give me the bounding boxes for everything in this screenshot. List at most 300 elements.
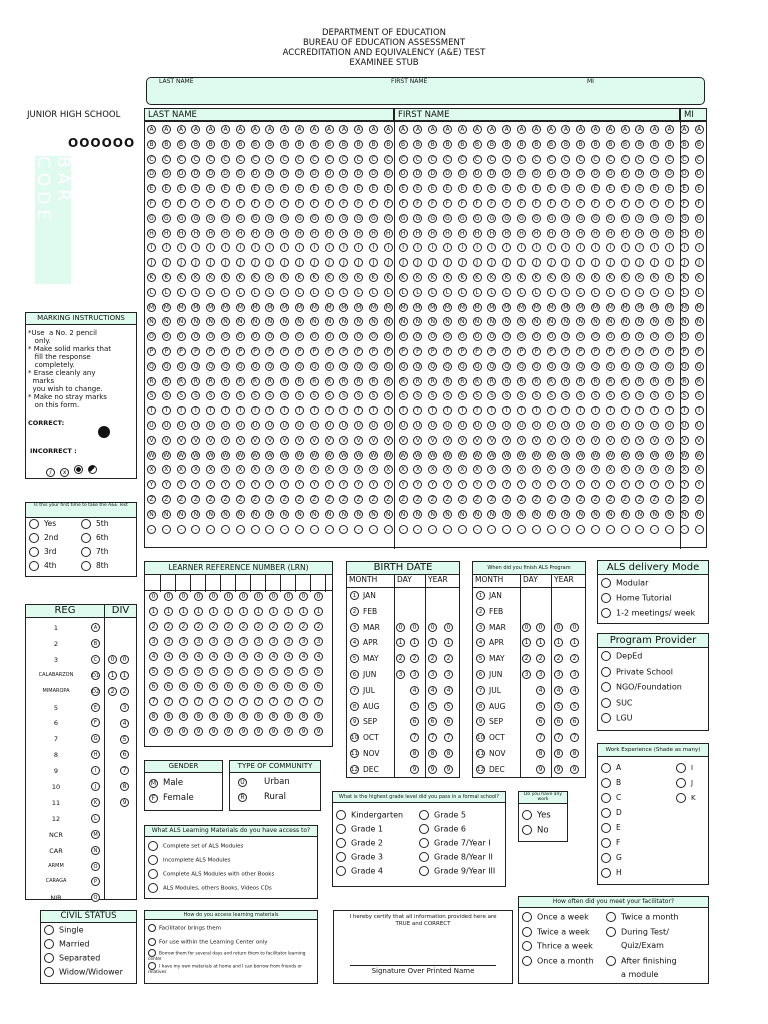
name-bubble[interactable]: L: [206, 288, 215, 297]
name-bubble-grid[interactable]: [144, 121, 707, 548]
name-bubble[interactable]: B: [162, 140, 171, 149]
name-bubble[interactable]: R: [295, 377, 304, 386]
name-bubble[interactable]: O: [221, 332, 230, 341]
name-bubble[interactable]: V: [517, 436, 526, 445]
name-bubble[interactable]: V: [206, 436, 215, 445]
name-bubble[interactable]: R: [665, 377, 674, 386]
name-bubble[interactable]: U: [310, 421, 319, 430]
name-bubble[interactable]: Q: [680, 362, 689, 371]
name-bubble[interactable]: R: [532, 377, 541, 386]
name-bubble[interactable]: K: [206, 273, 215, 282]
birth-month-bubble[interactable]: 10: [351, 735, 358, 742]
grade-option-radio[interactable]: [419, 824, 429, 834]
name-bubble[interactable]: X: [177, 465, 186, 474]
provider-option[interactable]: [601, 713, 633, 723]
birth-date-box[interactable]: [346, 561, 460, 778]
birth-month-bubble[interactable]: 9: [350, 717, 359, 726]
name-bubble[interactable]: Q: [354, 362, 363, 371]
name-bubble[interactable]: D: [502, 169, 511, 178]
name-bubble[interactable]: U: [591, 421, 600, 430]
name-bubble[interactable]: H: [665, 229, 674, 238]
name-bubble[interactable]: T: [473, 406, 482, 415]
finish-day-bubble[interactable]: 0: [522, 623, 531, 632]
name-bubble[interactable]: U: [206, 421, 215, 430]
lrn-digit-bubble[interactable]: 4: [149, 652, 158, 661]
name-bubble[interactable]: X: [473, 465, 482, 474]
name-bubble[interactable]: Z: [384, 495, 393, 504]
name-bubble[interactable]: T: [695, 406, 704, 415]
lrn-digit-bubble[interactable]: 8: [149, 712, 158, 721]
name-bubble[interactable]: Ñ: [413, 510, 422, 519]
name-bubble[interactable]: A: [280, 125, 289, 134]
name-bubble[interactable]: J: [162, 258, 171, 267]
lrn-digit-bubble[interactable]: 4: [194, 652, 203, 661]
name-bubble[interactable]: O: [621, 332, 630, 341]
workexp-option-radio[interactable]: [601, 793, 611, 803]
name-bubble[interactable]: R: [413, 377, 422, 386]
name-bubble[interactable]: J: [310, 258, 319, 267]
name-bubble[interactable]: T: [547, 406, 556, 415]
name-bubble[interactable]: U: [191, 421, 200, 430]
name-bubble[interactable]: A: [251, 125, 260, 134]
name-bubble[interactable]: W: [252, 451, 259, 459]
name-bubble[interactable]: P: [310, 347, 319, 356]
name-bubble[interactable]: N: [354, 317, 363, 326]
lrn-digit-bubble[interactable]: 3: [239, 637, 248, 646]
name-bubble[interactable]: F: [621, 199, 630, 208]
name-bubble[interactable]: Ñ: [399, 510, 408, 519]
name-bubble[interactable]: -: [532, 525, 541, 534]
lrn-digit-bubble[interactable]: 5: [299, 667, 308, 676]
name-bubble[interactable]: Ñ: [591, 510, 600, 519]
workexp-option-radio[interactable]: [601, 763, 611, 773]
name-bubble[interactable]: O: [206, 332, 215, 341]
name-bubble[interactable]: V: [606, 436, 615, 445]
name-bubble[interactable]: Q: [369, 362, 378, 371]
name-bubble[interactable]: S: [487, 391, 496, 400]
finish-day-bubble[interactable]: 8: [536, 749, 545, 758]
name-bubble[interactable]: H: [621, 229, 630, 238]
workexp-option-radio[interactable]: [676, 793, 686, 803]
name-bubble[interactable]: S: [443, 391, 452, 400]
name-bubble[interactable]: Y: [695, 480, 704, 489]
finish-month-bubble[interactable]: 1: [476, 591, 485, 600]
name-bubble[interactable]: F: [606, 199, 615, 208]
name-bubble[interactable]: H: [428, 229, 437, 238]
name-bubble[interactable]: L: [280, 288, 289, 297]
finish-day-bubble[interactable]: 3: [536, 670, 545, 679]
name-bubble[interactable]: B: [487, 140, 496, 149]
name-bubble[interactable]: D: [695, 169, 704, 178]
name-bubble[interactable]: P: [502, 347, 511, 356]
name-bubble[interactable]: V: [221, 436, 230, 445]
name-bubble[interactable]: E: [325, 184, 334, 193]
name-bubble[interactable]: U: [325, 421, 334, 430]
name-bubble[interactable]: E: [265, 184, 274, 193]
name-bubble[interactable]: Q: [339, 362, 348, 371]
birth-day-bubble[interactable]: 1: [428, 638, 437, 647]
name-bubble[interactable]: Y: [665, 480, 674, 489]
name-bubble[interactable]: F: [695, 199, 704, 208]
name-bubble[interactable]: T: [532, 406, 541, 415]
grade-option-radio[interactable]: [336, 852, 346, 862]
name-bubble[interactable]: V: [695, 436, 704, 445]
civil-option-radio[interactable]: [44, 925, 54, 935]
name-bubble[interactable]: K: [561, 273, 570, 282]
name-bubble[interactable]: X: [280, 465, 289, 474]
name-bubble[interactable]: A: [576, 125, 585, 134]
name-bubble[interactable]: U: [665, 421, 674, 430]
name-bubble[interactable]: E: [428, 184, 437, 193]
name-bubble[interactable]: L: [177, 288, 186, 297]
lrn-digit-bubble[interactable]: 9: [164, 727, 173, 736]
name-bubble[interactable]: Q: [576, 362, 585, 371]
name-bubble[interactable]: E: [206, 184, 215, 193]
name-bubble[interactable]: H: [650, 229, 659, 238]
delivery-option-radio[interactable]: [601, 608, 611, 618]
name-bubble[interactable]: B: [665, 140, 674, 149]
lrn-digit-bubble[interactable]: 6: [239, 682, 248, 691]
workexp-option[interactable]: [676, 793, 696, 803]
name-bubble[interactable]: J: [251, 258, 260, 267]
name-bubble[interactable]: Q: [606, 362, 615, 371]
name-bubble[interactable]: N: [162, 317, 171, 326]
name-bubble[interactable]: V: [635, 436, 644, 445]
name-bubble[interactable]: C: [162, 155, 171, 164]
name-bubble[interactable]: U: [635, 421, 644, 430]
name-bubble[interactable]: K: [221, 273, 230, 282]
name-bubble[interactable]: N: [369, 317, 378, 326]
name-bubble[interactable]: N: [487, 317, 496, 326]
name-bubble[interactable]: H: [265, 229, 274, 238]
grade-option[interactable]: [336, 852, 383, 862]
name-bubble[interactable]: G: [221, 214, 230, 223]
name-bubble[interactable]: A: [621, 125, 630, 134]
name-bubble[interactable]: H: [532, 229, 541, 238]
name-bubble[interactable]: O: [399, 332, 408, 341]
name-bubble[interactable]: D: [265, 169, 274, 178]
name-bubble[interactable]: T: [650, 406, 659, 415]
name-bubble[interactable]: Q: [413, 362, 422, 371]
name-bubble[interactable]: Y: [502, 480, 511, 489]
name-bubble[interactable]: U: [413, 421, 422, 430]
name-bubble[interactable]: F: [280, 199, 289, 208]
name-bubble[interactable]: H: [576, 229, 585, 238]
name-bubble[interactable]: M: [178, 303, 184, 311]
name-bubble[interactable]: Q: [147, 362, 156, 371]
gender-box[interactable]: [144, 760, 223, 811]
name-bubble[interactable]: K: [295, 273, 304, 282]
division-bubble[interactable]: 7: [120, 766, 129, 775]
name-bubble[interactable]: D: [680, 169, 689, 178]
name-bubble[interactable]: M: [533, 303, 539, 311]
name-bubble[interactable]: M: [563, 303, 569, 311]
name-bubble[interactable]: K: [458, 273, 467, 282]
name-bubble[interactable]: W: [311, 451, 318, 459]
name-bubble[interactable]: Y: [487, 480, 496, 489]
name-bubble[interactable]: A: [665, 125, 674, 134]
name-bubble[interactable]: S: [236, 391, 245, 400]
name-bubble[interactable]: V: [576, 436, 585, 445]
lrn-digit-bubble[interactable]: 5: [209, 667, 218, 676]
name-bubble[interactable]: S: [369, 391, 378, 400]
name-bubble[interactable]: K: [621, 273, 630, 282]
name-bubble[interactable]: X: [399, 465, 408, 474]
name-bubble[interactable]: C: [251, 155, 260, 164]
materials-option-radio[interactable]: [148, 841, 158, 851]
grade-option-radio[interactable]: [336, 810, 346, 820]
name-bubble[interactable]: O: [635, 332, 644, 341]
name-bubble[interactable]: Y: [325, 480, 334, 489]
name-bubble[interactable]: B: [458, 140, 467, 149]
lrn-digit-bubble[interactable]: 6: [269, 682, 278, 691]
name-bubble[interactable]: A: [680, 125, 689, 134]
name-bubble[interactable]: I: [443, 243, 452, 252]
birth-day-bubble[interactable]: 5: [428, 702, 437, 711]
civil-option[interactable]: [44, 953, 100, 963]
lrn-digit-bubble[interactable]: 2: [239, 622, 248, 631]
name-bubble[interactable]: -: [191, 525, 200, 534]
name-bubble[interactable]: F: [443, 199, 452, 208]
name-bubble[interactable]: E: [280, 184, 289, 193]
name-bubble[interactable]: I: [576, 243, 585, 252]
name-bubble[interactable]: L: [635, 288, 644, 297]
division-bubble[interactable]: 4: [120, 719, 129, 728]
name-bubble[interactable]: W: [577, 451, 584, 459]
name-bubble[interactable]: D: [561, 169, 570, 178]
name-bubble[interactable]: D: [650, 169, 659, 178]
delivery-option-radio[interactable]: [601, 578, 611, 588]
grade-option[interactable]: [419, 866, 495, 876]
name-bubble[interactable]: Q: [325, 362, 334, 371]
name-bubble[interactable]: F: [162, 199, 171, 208]
name-bubble[interactable]: C: [635, 155, 644, 164]
name-bubble[interactable]: F: [650, 199, 659, 208]
name-bubble[interactable]: R: [339, 377, 348, 386]
name-bubble[interactable]: B: [369, 140, 378, 149]
name-bubble[interactable]: F: [325, 199, 334, 208]
name-bubble[interactable]: A: [561, 125, 570, 134]
name-bubble[interactable]: S: [517, 391, 526, 400]
birth-day-bubble[interactable]: 0: [396, 623, 405, 632]
name-bubble[interactable]: M: [459, 303, 465, 311]
name-bubble[interactable]: K: [502, 273, 511, 282]
name-bubble[interactable]: U: [147, 421, 156, 430]
workexp-option-radio[interactable]: [601, 778, 611, 788]
access-option[interactable]: [148, 962, 310, 976]
lrn-digit-bubble[interactable]: 4: [209, 652, 218, 661]
name-bubble[interactable]: Q: [561, 362, 570, 371]
name-bubble[interactable]: Ñ: [354, 510, 363, 519]
name-bubble[interactable]: H: [561, 229, 570, 238]
name-bubble[interactable]: A: [606, 125, 615, 134]
name-bubble[interactable]: Y: [532, 480, 541, 489]
name-bubble[interactable]: R: [591, 377, 600, 386]
name-bubble[interactable]: Ñ: [473, 510, 482, 519]
name-bubble[interactable]: I: [561, 243, 570, 252]
name-bubble[interactable]: Z: [680, 495, 689, 504]
name-bubble[interactable]: F: [177, 199, 186, 208]
name-bubble[interactable]: A: [384, 125, 393, 134]
birth-day-bubble[interactable]: 3: [396, 670, 405, 679]
name-bubble[interactable]: O: [517, 332, 526, 341]
name-bubble[interactable]: B: [576, 140, 585, 149]
name-bubble[interactable]: M: [474, 303, 480, 311]
name-bubble[interactable]: L: [147, 288, 156, 297]
name-bubble[interactable]: V: [561, 436, 570, 445]
name-bubble[interactable]: G: [680, 214, 689, 223]
name-bubble[interactable]: S: [591, 391, 600, 400]
name-bubble[interactable]: H: [473, 229, 482, 238]
name-bubble[interactable]: S: [354, 391, 363, 400]
name-bubble[interactable]: R: [650, 377, 659, 386]
birth-day-bubble[interactable]: 3: [444, 670, 453, 679]
name-bubble[interactable]: A: [325, 125, 334, 134]
name-bubble[interactable]: C: [399, 155, 408, 164]
name-bubble[interactable]: H: [384, 229, 393, 238]
name-bubble[interactable]: Z: [473, 495, 482, 504]
name-bubble[interactable]: R: [251, 377, 260, 386]
name-bubble[interactable]: I: [265, 243, 274, 252]
lrn-digit-bubble[interactable]: 1: [254, 607, 263, 616]
name-bubble[interactable]: L: [532, 288, 541, 297]
lrn-digit-bubble[interactable]: 1: [194, 607, 203, 616]
lrn-digit-bubble[interactable]: 6: [254, 682, 263, 691]
name-bubble[interactable]: R: [236, 377, 245, 386]
name-bubble[interactable]: O: [680, 332, 689, 341]
name-bubble[interactable]: I: [369, 243, 378, 252]
name-bubble[interactable]: -: [443, 525, 452, 534]
name-bubble[interactable]: C: [680, 155, 689, 164]
name-bubble[interactable]: L: [310, 288, 319, 297]
name-bubble[interactable]: G: [265, 214, 274, 223]
name-bubble[interactable]: C: [547, 155, 556, 164]
finish-day-bubble[interactable]: 2: [570, 654, 579, 663]
name-bubble[interactable]: Z: [443, 495, 452, 504]
name-bubble[interactable]: D: [206, 169, 215, 178]
name-bubble[interactable]: -: [369, 525, 378, 534]
birth-day-bubble[interactable]: 6: [428, 717, 437, 726]
highest-grade-box[interactable]: [332, 791, 506, 887]
name-bubble[interactable]: E: [635, 184, 644, 193]
name-bubble[interactable]: F: [547, 199, 556, 208]
name-bubble[interactable]: A: [310, 125, 319, 134]
lrn-digit-bubble[interactable]: 7: [149, 697, 158, 706]
name-bubble[interactable]: Q: [206, 362, 215, 371]
name-bubble[interactable]: Y: [635, 480, 644, 489]
name-bubble[interactable]: R: [399, 377, 408, 386]
name-bubble[interactable]: J: [591, 258, 600, 267]
name-bubble[interactable]: Z: [265, 495, 274, 504]
name-bubble[interactable]: Z: [695, 495, 704, 504]
access-option-radio[interactable]: [148, 962, 156, 970]
name-bubble[interactable]: G: [606, 214, 615, 223]
name-bubble[interactable]: A: [487, 125, 496, 134]
name-bubble[interactable]: J: [487, 258, 496, 267]
name-bubble[interactable]: -: [221, 525, 230, 534]
name-bubble[interactable]: D: [428, 169, 437, 178]
name-bubble[interactable]: X: [236, 465, 245, 474]
lrn-digit-bubble[interactable]: 0: [224, 592, 233, 601]
lrn-digit-bubble[interactable]: 7: [239, 697, 248, 706]
name-bubble[interactable]: S: [502, 391, 511, 400]
name-bubble[interactable]: M: [578, 303, 584, 311]
name-bubble[interactable]: U: [532, 421, 541, 430]
name-bubble[interactable]: O: [695, 332, 704, 341]
have-work-box[interactable]: [518, 791, 568, 842]
name-bubble[interactable]: A: [206, 125, 215, 134]
lrn-digit-bubble[interactable]: 5: [149, 667, 158, 676]
name-bubble[interactable]: G: [591, 214, 600, 223]
name-bubble[interactable]: P: [473, 347, 482, 356]
lrn-digit-bubble[interactable]: 6: [224, 682, 233, 691]
name-bubble[interactable]: Y: [680, 480, 689, 489]
name-bubble[interactable]: M: [282, 303, 288, 311]
name-bubble[interactable]: R: [280, 377, 289, 386]
name-bubble[interactable]: W: [592, 451, 599, 459]
region-bubble[interactable]: I: [91, 766, 100, 775]
lrn-digit-bubble[interactable]: 7: [209, 697, 218, 706]
name-bubble[interactable]: F: [576, 199, 585, 208]
name-bubble[interactable]: X: [517, 465, 526, 474]
lrn-digit-bubble[interactable]: 8: [254, 712, 263, 721]
meet-option[interactable]: [606, 912, 679, 922]
name-bubble[interactable]: W: [622, 451, 629, 459]
name-bubble[interactable]: J: [532, 258, 541, 267]
name-bubble[interactable]: N: [191, 317, 200, 326]
name-bubble[interactable]: G: [413, 214, 422, 223]
name-bubble[interactable]: C: [191, 155, 200, 164]
name-bubble[interactable]: V: [591, 436, 600, 445]
lrn-digit-bubble[interactable]: 8: [224, 712, 233, 721]
name-bubble[interactable]: A: [265, 125, 274, 134]
materials-option-radio[interactable]: [148, 883, 158, 893]
birth-day-bubble[interactable]: 2: [444, 654, 453, 663]
name-bubble[interactable]: I: [221, 243, 230, 252]
name-bubble[interactable]: Z: [413, 495, 422, 504]
finish-month-bubble[interactable]: 10: [477, 735, 484, 742]
grade-option[interactable]: [419, 852, 493, 862]
division-bubble[interactable]: 1: [120, 671, 129, 680]
name-bubble[interactable]: Q: [221, 362, 230, 371]
finish-month-bubble[interactable]: 2: [476, 607, 485, 616]
region-bubble[interactable]: H: [91, 750, 100, 759]
name-bubble[interactable]: W: [666, 451, 673, 459]
name-bubble[interactable]: U: [443, 421, 452, 430]
name-bubble[interactable]: L: [591, 288, 600, 297]
region-bubble[interactable]: A: [91, 623, 100, 632]
name-bubble[interactable]: G: [147, 214, 156, 223]
lrn-digit-bubble[interactable]: 4: [224, 652, 233, 661]
name-bubble[interactable]: M: [296, 303, 303, 311]
birth-day-bubble[interactable]: 6: [444, 717, 453, 726]
name-bubble[interactable]: V: [280, 436, 289, 445]
name-bubble[interactable]: N: [339, 317, 348, 326]
name-bubble[interactable]: N: [547, 317, 556, 326]
name-bubble[interactable]: F: [295, 199, 304, 208]
name-bubble[interactable]: Y: [251, 480, 260, 489]
name-bubble[interactable]: T: [251, 406, 260, 415]
name-bubble[interactable]: B: [591, 140, 600, 149]
name-bubble[interactable]: G: [399, 214, 408, 223]
name-bubble[interactable]: B: [621, 140, 630, 149]
region-bubble[interactable]: J: [91, 782, 100, 791]
name-bubble[interactable]: L: [236, 288, 245, 297]
region-bubble[interactable]: Q: [91, 893, 100, 902]
name-bubble[interactable]: C: [236, 155, 245, 164]
lrn-digit-bubble[interactable]: 1: [164, 607, 173, 616]
name-bubble[interactable]: W: [429, 451, 436, 459]
